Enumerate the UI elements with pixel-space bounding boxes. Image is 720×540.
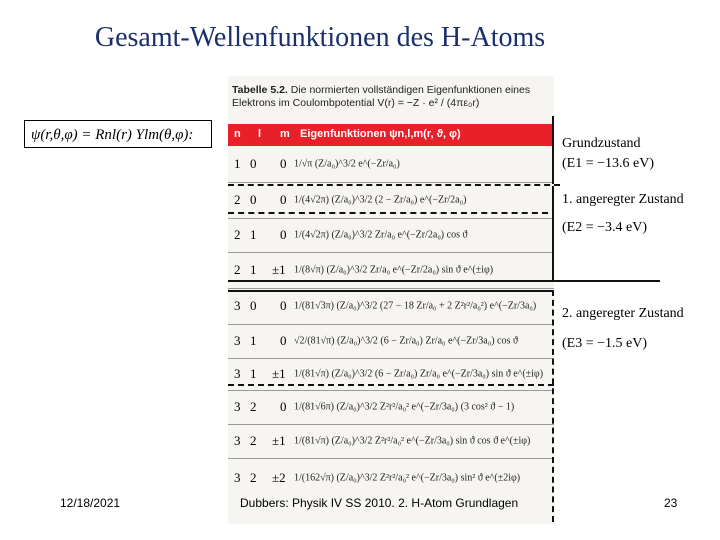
cell-eigenfunction: 1/(81√π) (Z/a₀)^3/2 (6 − Zr/a₀) Zr/a₀ e^(−Zr/3a₀) sin ϑ e^(±iφ) <box>294 368 544 380</box>
ground-state-bracket <box>552 116 554 184</box>
cell-n: 1 <box>234 156 241 171</box>
second-excited-label: 2. angeregter Zustand <box>562 306 684 321</box>
footer-course: Dubbers: Physik IV SS 2010. 2. H-Atom Grundlagen <box>240 496 519 510</box>
cell-n: 2 <box>234 192 241 207</box>
second-excited-bracket <box>552 290 554 522</box>
second-excited-dash-1 <box>228 384 554 386</box>
second-excited-energy: (E3 = −1.5 eV) <box>562 336 647 351</box>
cell-eigenfunction: 1/(162√π) (Z/a₀)^3/2 Z²r²/a₀² e^(−Zr/3a₀) sin² ϑ e^(±2iφ) <box>294 472 521 484</box>
table-row <box>228 288 554 324</box>
cell-n: 3 <box>234 366 241 381</box>
cell-m: 0 <box>280 156 287 171</box>
table-row <box>228 324 554 358</box>
cell-m: 0 <box>280 333 287 348</box>
table-row <box>228 252 554 288</box>
cell-l: 1 <box>250 333 257 348</box>
cell-n: 3 <box>234 470 241 485</box>
cell-m: 0 <box>280 298 287 313</box>
table-caption-label: Tabelle 5.2. <box>232 84 288 96</box>
cell-m: ±2 <box>272 470 286 485</box>
wavefunction-formula: ψ(r,θ,φ) = Rnl(r) Ylm(θ,φ): <box>24 120 212 148</box>
table-row <box>228 424 554 458</box>
cell-m: 0 <box>280 192 287 207</box>
cell-n: 3 <box>234 333 241 348</box>
ground-state-energy: (E1 = −13.6 eV) <box>562 156 654 171</box>
cell-eigenfunction: 1/(8√π) (Z/a₀)^3/2 Zr/a₀ e^(−Zr/2a₀) sin ϑ e^(±iφ) <box>294 264 494 276</box>
header-m: m <box>280 128 290 140</box>
cell-n: 2 <box>234 262 241 277</box>
cell-n: 3 <box>234 433 241 448</box>
header-eigenfunctions: Eigenfunktionen ψn,l,m(r, ϑ, φ) <box>300 128 461 140</box>
cell-l: 0 <box>250 192 257 207</box>
table-caption-text: Die normierten vollständigen Eigenfunktionen eines Elektrons im Coulombpotential V(r) = −Z · e² / (4πε₀r) <box>232 84 531 109</box>
cell-eigenfunction: 1/√π (Z/a₀)^3/2 e^(−Zr/a₀) <box>294 158 400 170</box>
table-row <box>228 390 554 424</box>
cell-l: 0 <box>250 156 257 171</box>
table-caption <box>232 84 554 110</box>
eigenfunction-table <box>228 76 554 524</box>
cell-m: 0 <box>280 399 287 414</box>
first-excited-separator <box>228 280 660 282</box>
cell-m: ±1 <box>272 366 286 381</box>
cell-l: 2 <box>250 433 257 448</box>
cell-eigenfunction: 1/(4√2π) (Z/a₀)^3/2 Zr/a₀ e^(−Zr/2a₀) cos ϑ <box>294 229 468 241</box>
table-row <box>228 458 554 498</box>
ground-state-label: Grundzustand <box>562 136 641 151</box>
table-header <box>228 124 554 146</box>
cell-m: ±1 <box>272 433 286 448</box>
cell-eigenfunction: 1/(4√2π) (Z/a₀)^3/2 (2 − Zr/a₀) e^(−Zr/2a₀) <box>294 194 467 206</box>
cell-l: 2 <box>250 470 257 485</box>
cell-n: 2 <box>234 227 241 242</box>
cell-eigenfunction: 1/(81√6π) (Z/a₀)^3/2 Z²r²/a₀² e^(−Zr/3a₀) (3 cos² ϑ − 1) <box>294 401 515 413</box>
cell-l: 0 <box>250 298 257 313</box>
cell-eigenfunction: √2/(81√π) (Z/a₀)^3/2 (6 − Zr/a₀) Zr/a₀ e^(−Zr/3a₀) cos ϑ <box>294 335 518 347</box>
footer-date: 12/18/2021 <box>60 496 121 510</box>
first-excited-bracket <box>552 186 554 280</box>
ground-state-separator <box>228 184 560 186</box>
cell-l: 1 <box>250 366 257 381</box>
first-excited-dash-1 <box>228 212 548 214</box>
cell-m: 0 <box>280 227 287 242</box>
first-excited-energy: (E2 = −3.4 eV) <box>562 220 647 235</box>
cell-n: 3 <box>234 298 241 313</box>
table-row <box>228 218 554 252</box>
footer-page-number: 23 <box>664 496 678 510</box>
cell-n: 3 <box>234 399 241 414</box>
cell-m: ±1 <box>272 262 286 277</box>
first-excited-label: 1. angeregter Zustand <box>562 192 684 207</box>
slide-title: Gesamt-Wellenfunktionen des H-Atoms <box>94 22 546 53</box>
header-l: l <box>258 128 262 140</box>
table-row <box>228 146 554 182</box>
cell-l: 2 <box>250 399 257 414</box>
cell-eigenfunction: 1/(81√3π) (Z/a₀)^3/2 (27 − 18 Zr/a₀ + 2 Z²r²/a₀²) e^(−Zr/3a₀) <box>294 300 537 312</box>
second-excited-top <box>228 290 554 292</box>
cell-l: 1 <box>250 227 257 242</box>
cell-l: 1 <box>250 262 257 277</box>
cell-eigenfunction: 1/(81√π) (Z/a₀)^3/2 Z²r²/a₀² e^(−Zr/3a₀) sin ϑ cos ϑ e^(±iφ) <box>294 435 531 447</box>
header-n: n <box>234 128 241 140</box>
